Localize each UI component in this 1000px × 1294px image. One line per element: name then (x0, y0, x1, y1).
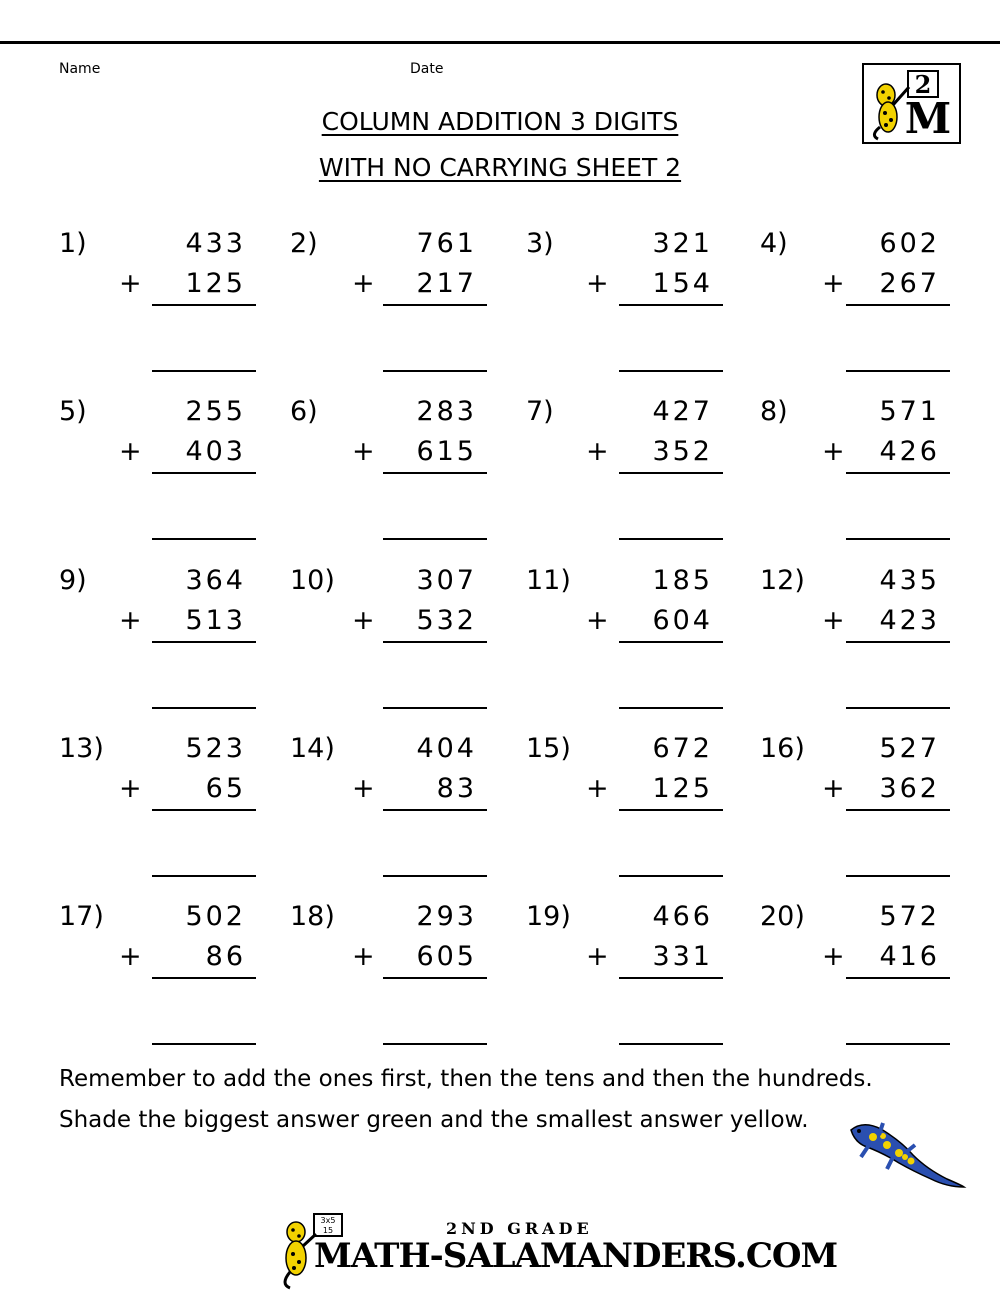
second-addend: 403 (185, 436, 246, 467)
answer-line[interactable] (383, 1043, 487, 1045)
problem-number: 17) (59, 901, 104, 932)
problem-17 (59, 901, 256, 1051)
first-addend: 523 (185, 733, 246, 764)
plus-sign: + (822, 941, 845, 972)
problem-20 (760, 901, 950, 1051)
plus-sign: + (586, 773, 609, 804)
sign-text-top: 3x5 (320, 1216, 336, 1225)
second-addend: 416 (879, 941, 940, 972)
plus-sign: + (119, 605, 142, 636)
second-addend: 125 (185, 268, 246, 299)
sum-line (846, 809, 950, 811)
plus-sign: + (586, 436, 609, 467)
problem-number: 14) (290, 733, 335, 764)
problem-18 (290, 901, 487, 1051)
problem-number: 7) (526, 396, 554, 427)
first-addend: 433 (185, 228, 246, 259)
answer-line[interactable] (383, 370, 487, 372)
problem-9 (59, 565, 256, 715)
problem-number: 11) (526, 565, 571, 596)
second-addend: 83 (436, 773, 477, 804)
problem-number: 20) (760, 901, 805, 932)
problem-number: 10) (290, 565, 335, 596)
answer-line[interactable] (383, 707, 487, 709)
footer-site-logo[interactable]: MATH-SALAMANDERS.COM (314, 1236, 838, 1276)
plus-sign: + (586, 268, 609, 299)
sum-line (152, 977, 256, 979)
title-text-2: WITH NO CARRYING SHEET 2 (318, 153, 682, 182)
first-addend: 435 (879, 565, 940, 596)
sum-line (383, 472, 487, 474)
plus-sign: + (119, 436, 142, 467)
answer-line[interactable] (619, 707, 723, 709)
blue-salamander-illustration (843, 1115, 968, 1190)
sum-line (383, 977, 487, 979)
sum-line (846, 977, 950, 979)
first-addend: 571 (879, 396, 940, 427)
answer-line[interactable] (846, 875, 950, 877)
sum-line (846, 304, 950, 306)
problem-number: 1) (59, 228, 87, 259)
second-addend: 423 (879, 605, 940, 636)
answer-line[interactable] (383, 875, 487, 877)
second-addend: 532 (416, 605, 477, 636)
problem-number: 13) (59, 733, 104, 764)
answer-line[interactable] (152, 538, 256, 540)
plus-sign: + (586, 941, 609, 972)
sum-line (619, 641, 723, 643)
second-addend: 331 (652, 941, 713, 972)
plus-sign: + (822, 268, 845, 299)
problem-number: 12) (760, 565, 805, 596)
problem-number: 15) (526, 733, 571, 764)
plus-sign: + (119, 941, 142, 972)
problem-number: 9) (59, 565, 87, 596)
name-label: Name (59, 61, 101, 77)
problem-number: 2) (290, 228, 318, 259)
plus-sign: + (586, 605, 609, 636)
problem-6 (290, 396, 487, 546)
second-addend: 86 (205, 941, 246, 972)
problem-number: 16) (760, 733, 805, 764)
plus-sign: + (352, 436, 375, 467)
sum-line (383, 641, 487, 643)
first-addend: 404 (416, 733, 477, 764)
second-addend: 605 (416, 941, 477, 972)
sum-line (152, 304, 256, 306)
problem-10 (290, 565, 487, 715)
answer-line[interactable] (383, 538, 487, 540)
second-addend: 362 (879, 773, 940, 804)
answer-line[interactable] (846, 370, 950, 372)
problem-7 (526, 396, 723, 546)
plus-sign: + (352, 605, 375, 636)
problem-8 (760, 396, 950, 546)
answer-line[interactable] (846, 1043, 950, 1045)
problem-number: 6) (290, 396, 318, 427)
second-addend: 154 (652, 268, 713, 299)
first-addend: 185 (652, 565, 713, 596)
problem-2 (290, 228, 487, 378)
first-addend: 672 (652, 733, 713, 764)
sum-line (152, 641, 256, 643)
problem-5 (59, 396, 256, 546)
problem-number: 18) (290, 901, 335, 932)
plus-sign: + (119, 268, 142, 299)
problem-15 (526, 733, 723, 883)
problem-3 (526, 228, 723, 378)
answer-line[interactable] (619, 538, 723, 540)
grade-logo-digit: 2 (914, 70, 932, 99)
problem-14 (290, 733, 487, 883)
answer-line[interactable] (152, 707, 256, 709)
first-addend: 364 (185, 565, 246, 596)
second-addend: 426 (879, 436, 940, 467)
first-addend: 602 (879, 228, 940, 259)
problem-1 (59, 228, 256, 378)
answer-line[interactable] (846, 707, 950, 709)
answer-line[interactable] (152, 875, 256, 877)
first-addend: 502 (185, 901, 246, 932)
first-addend: 572 (879, 901, 940, 932)
second-addend: 604 (652, 605, 713, 636)
plus-sign: + (822, 436, 845, 467)
first-addend: 427 (652, 396, 713, 427)
instruction-line-2: Shade the biggest answer green and the smallest answer yellow. (59, 1107, 809, 1133)
first-addend: 283 (416, 396, 477, 427)
instruction-line-1: Remember to add the ones first, then the tens and then the hundreds. (59, 1066, 873, 1092)
answer-line[interactable] (152, 1043, 256, 1045)
second-addend: 352 (652, 436, 713, 467)
answer-line[interactable] (152, 370, 256, 372)
answer-line[interactable] (619, 875, 723, 877)
first-addend: 761 (416, 228, 477, 259)
problem-13 (59, 733, 256, 883)
sum-line (383, 304, 487, 306)
sign-text-bottom: 15 (322, 1226, 334, 1235)
first-addend: 293 (416, 901, 477, 932)
footer-grade-text: 2ND GRADE (446, 1219, 593, 1238)
sum-line (152, 472, 256, 474)
first-addend: 527 (879, 733, 940, 764)
sum-line (619, 472, 723, 474)
problem-12 (760, 565, 950, 715)
sum-line (383, 809, 487, 811)
date-label: Date (410, 61, 444, 77)
answer-line[interactable] (619, 370, 723, 372)
plus-sign: + (119, 773, 142, 804)
plus-sign: + (822, 773, 845, 804)
problem-19 (526, 901, 723, 1051)
first-addend: 307 (416, 565, 477, 596)
sum-line (619, 977, 723, 979)
second-addend: 615 (416, 436, 477, 467)
first-addend: 466 (652, 901, 713, 932)
plus-sign: + (352, 941, 375, 972)
second-addend: 217 (416, 268, 477, 299)
plus-sign: + (822, 605, 845, 636)
sum-line (619, 809, 723, 811)
sum-line (152, 809, 256, 811)
title-text-1: COLUMN ADDITION 3 DIGITS (321, 107, 679, 136)
second-addend: 513 (185, 605, 246, 636)
second-addend: 267 (879, 268, 940, 299)
problem-number: 8) (760, 396, 788, 427)
second-addend: 125 (652, 773, 713, 804)
problem-number: 3) (526, 228, 554, 259)
plus-sign: + (352, 268, 375, 299)
grade-logo-letter: M (904, 94, 952, 142)
sum-line (846, 472, 950, 474)
problem-number: 19) (526, 901, 571, 932)
answer-line[interactable] (846, 538, 950, 540)
first-addend: 321 (652, 228, 713, 259)
plus-sign: + (352, 773, 375, 804)
answer-line[interactable] (619, 1043, 723, 1045)
problem-number: 5) (59, 396, 87, 427)
second-addend: 65 (205, 773, 246, 804)
first-addend: 255 (185, 396, 246, 427)
problem-11 (526, 565, 723, 715)
sum-line (846, 641, 950, 643)
problem-4 (760, 228, 950, 378)
problem-number: 4) (760, 228, 788, 259)
sum-line (619, 304, 723, 306)
problem-16 (760, 733, 950, 883)
